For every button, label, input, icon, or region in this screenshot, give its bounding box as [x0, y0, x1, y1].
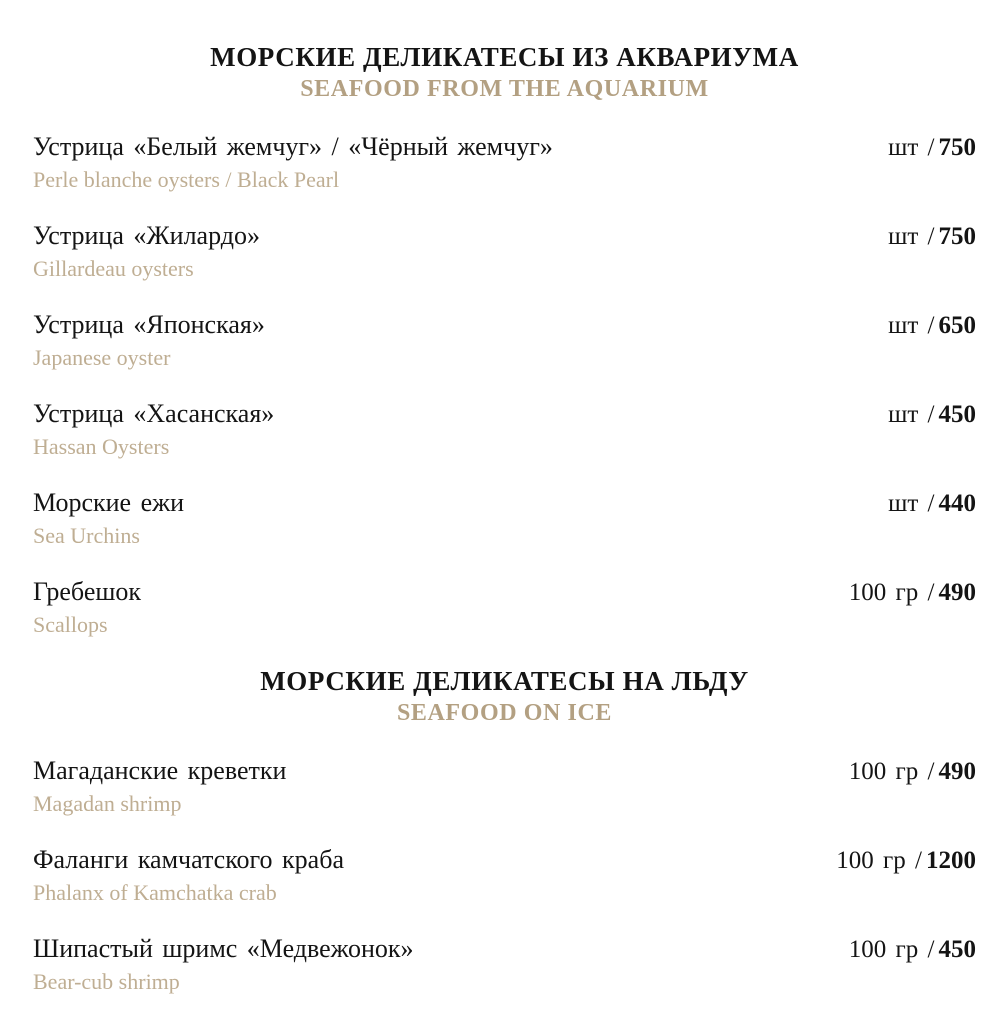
item-name-en: Perle blanche oysters / Black Pearl — [33, 167, 340, 192]
item-unit: шт / — [888, 134, 935, 161]
item-unit: 100 гр / — [848, 936, 935, 963]
menu-section-on-ice — [33, 664, 976, 997]
item-name-en: Sea Urchins — [33, 523, 140, 548]
item-price-value: 450 — [938, 401, 976, 428]
item-name-en: Hassan Oysters — [33, 434, 170, 459]
menu-item — [33, 130, 976, 195]
section-items — [33, 754, 976, 997]
item-price-value: 750 — [938, 134, 976, 161]
item-name-en: Scallops — [33, 612, 108, 637]
item-price — [849, 933, 976, 967]
item-price-value: 440 — [938, 490, 976, 517]
item-name-ru: Магаданские креветки — [33, 756, 287, 785]
item-name-en: Magadan shrimp — [33, 791, 182, 816]
item-name-ru: Гребешок — [33, 577, 142, 606]
item-name-en: Gillardeau oysters — [33, 256, 194, 281]
item-unit: шт / — [888, 223, 935, 250]
menu-item — [33, 397, 976, 462]
menu-item — [33, 486, 976, 551]
section-title-en: SEAFOOD FROM THE AQUARIUM — [300, 76, 709, 102]
item-price — [849, 576, 976, 610]
item-name-ru: Морские ежи — [33, 488, 185, 517]
item-price-value: 750 — [938, 223, 976, 250]
section-title-ru: МОРСКИЕ ДЕЛИКАТЕСЫ НА ЛЬДУ — [260, 666, 749, 696]
menu-item — [33, 843, 976, 908]
section-items — [33, 130, 976, 640]
item-price — [849, 755, 976, 789]
item-price-value: 490 — [938, 579, 976, 606]
menu-section-aquarium — [33, 40, 976, 640]
item-price-value: 650 — [938, 312, 976, 339]
menu-item — [33, 575, 976, 640]
item-name-en: Phalanx of Kamchatka crab — [33, 880, 277, 905]
item-name-en: Bear-cub shrimp — [33, 969, 180, 994]
item-name-ru: Фаланги камчатского краба — [33, 845, 344, 874]
item-unit: шт / — [888, 490, 935, 517]
section-title-en: SEAFOOD ON ICE — [396, 700, 613, 726]
item-name-en: Japanese oyster — [33, 345, 171, 370]
item-unit: шт / — [888, 401, 935, 428]
menu-item — [33, 754, 976, 819]
item-price — [836, 844, 976, 878]
item-price — [888, 398, 976, 432]
item-name-ru: Устрица «Белый жемчуг» / «Чёрный жемчуг» — [33, 132, 553, 161]
item-unit: шт / — [888, 312, 935, 339]
item-unit: 100 гр / — [848, 758, 935, 785]
item-price-value: 490 — [938, 758, 976, 785]
item-price — [888, 309, 976, 343]
item-name-ru: Устрица «Японская» — [33, 310, 265, 339]
item-price — [888, 220, 976, 254]
section-title-ru: МОРСКИЕ ДЕЛИКАТЕСЫ ИЗ АКВАРИУМА — [210, 42, 799, 72]
section-header — [33, 664, 976, 728]
item-unit: 100 гр / — [836, 847, 922, 874]
item-price-value: 1200 — [926, 847, 976, 874]
menu-item — [33, 308, 976, 373]
item-price — [888, 131, 976, 165]
item-price — [888, 487, 976, 521]
item-name-ru: Устрица «Хасанская» — [33, 399, 275, 428]
section-header — [33, 40, 976, 104]
item-unit: 100 гр / — [848, 579, 935, 606]
menu-item — [33, 932, 976, 997]
item-name-ru: Устрица «Жилардо» — [33, 221, 260, 250]
item-price-value: 450 — [938, 936, 976, 963]
menu-item — [33, 219, 976, 284]
item-name-ru: Шипастый шримс «Медвежонок» — [33, 934, 414, 963]
